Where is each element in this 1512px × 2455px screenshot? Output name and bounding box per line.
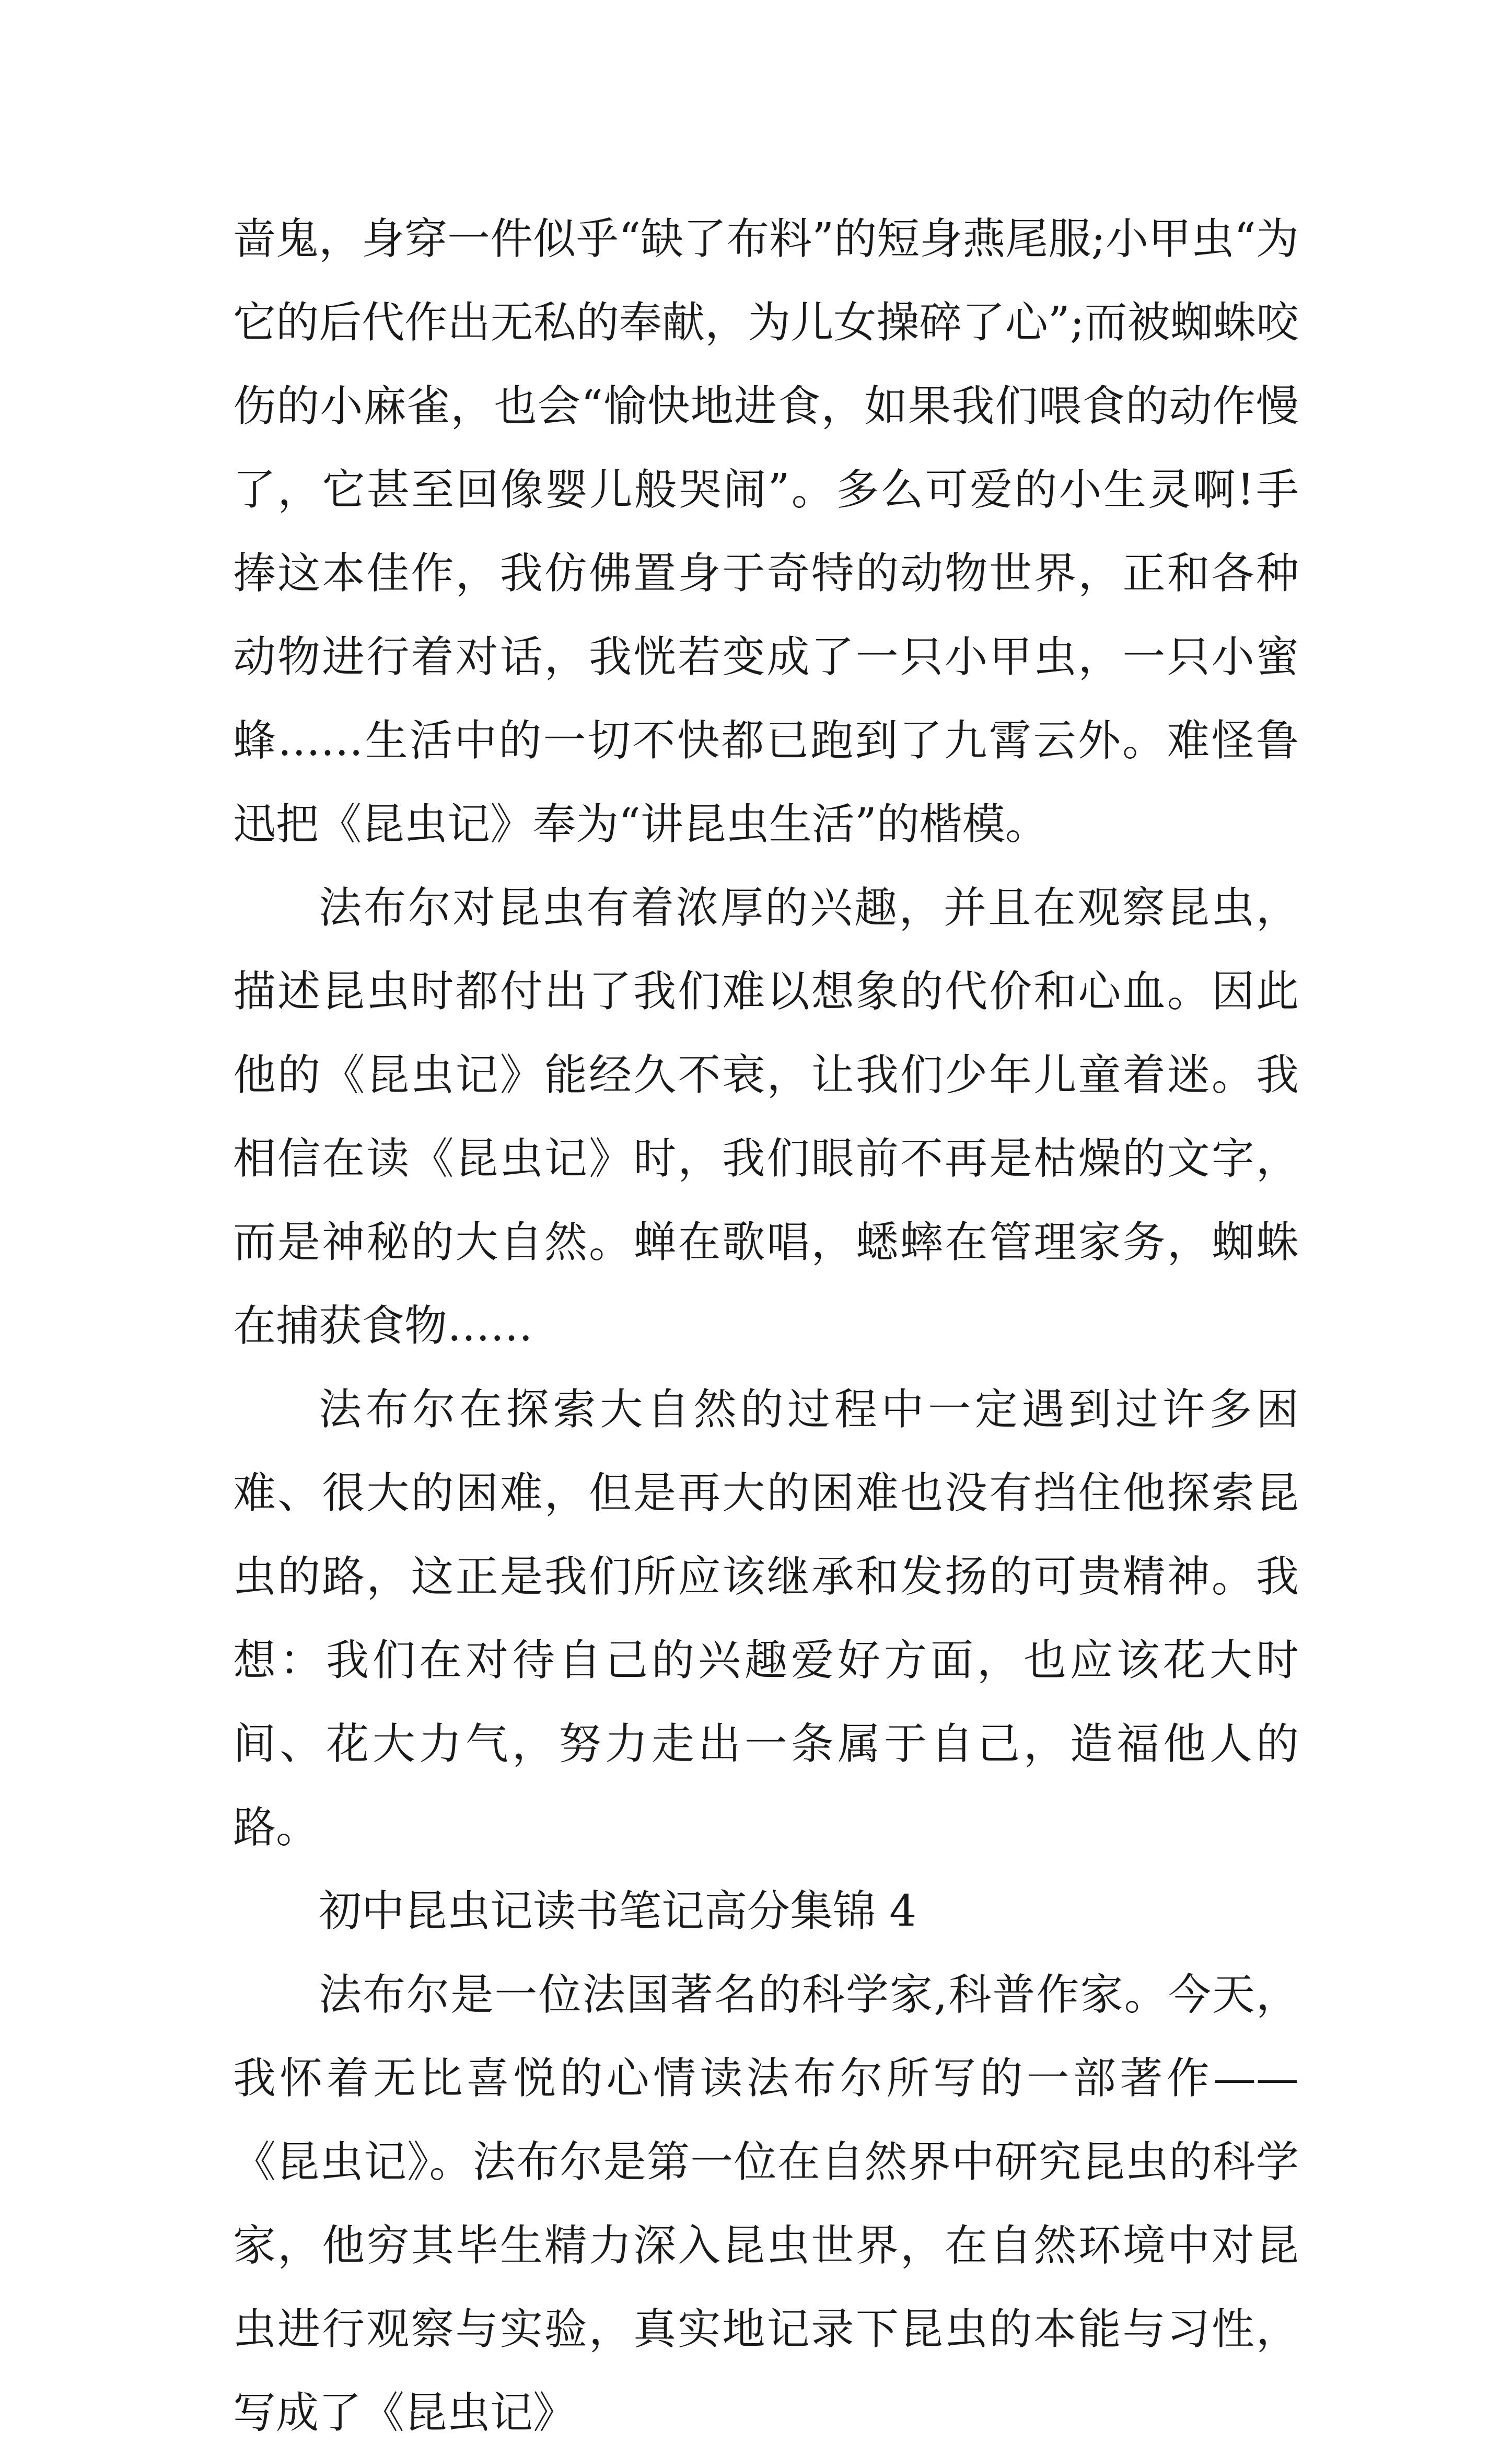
paragraph-3: 法布尔在探索大自然的过程中一定遇到过许多困难、很大的困难，但是再大的困难也没有挡住他探索昆虫的路，这正是我们所应该继承和发扬的可贵精神。我想：我们在对待自己的兴趣爱好方面，也应该花大时间、花大力气，努力走出一条属于自己，造福他人的路。 bbox=[233, 1385, 1299, 1852]
paragraph-1: 啬鬼，身穿一件似乎“缺了布料”的短身燕尾服;小甲虫“为它的后代作出无私的奉献，为儿女操碎了心”;而被蜘蛛咬伤的小麻雀，也会“愉快地进食，如果我们喂食的动作慢了，它甚至回像婴儿般哭闹”。多么可爱的小生灵啊!手捧这本佳作，我仿佛置身于奇特的动物世界，正和各种动物进行着对话，我恍若变成了一只小甲虫，一只小蜜蜂……生活中的一切不快都已跑到了九霄云外。难怪鲁迅把《昆虫记》奉为“讲昆虫生活”的楷模。 bbox=[233, 214, 1299, 849]
paragraph-2: 法布尔对昆虫有着浓厚的兴趣，并且在观察昆虫，描述昆虫时都付出了我们难以想象的代价和心血。因此他的《昆虫记》能经久不衰，让我们少年儿童着迷。我相信在读《昆虫记》时，我们眼前不再是枯燥的文字，而是神秘的大自然。蝉在歌唱，蟋蟀在管理家务，蜘蛛在捕获食物…… bbox=[233, 883, 1299, 1351]
paragraph-4: 法布尔是一位法国著名的科学家,科普作家。今天，我怀着无比喜悦的心情读法布尔所写的一部著作——《昆虫记》。法布尔是第一位在自然界中研究昆虫的科学家，他穷其毕生精力深入昆虫世界，在自然环境中对昆虫进行观察与实验，真实地记录下昆虫的本能与习性，写成了《昆虫记》 bbox=[233, 1970, 1299, 2438]
document-page bbox=[233, 198, 1299, 2455]
section-heading: 初中昆虫记读书笔记高分集锦 4 bbox=[319, 1886, 917, 1936]
